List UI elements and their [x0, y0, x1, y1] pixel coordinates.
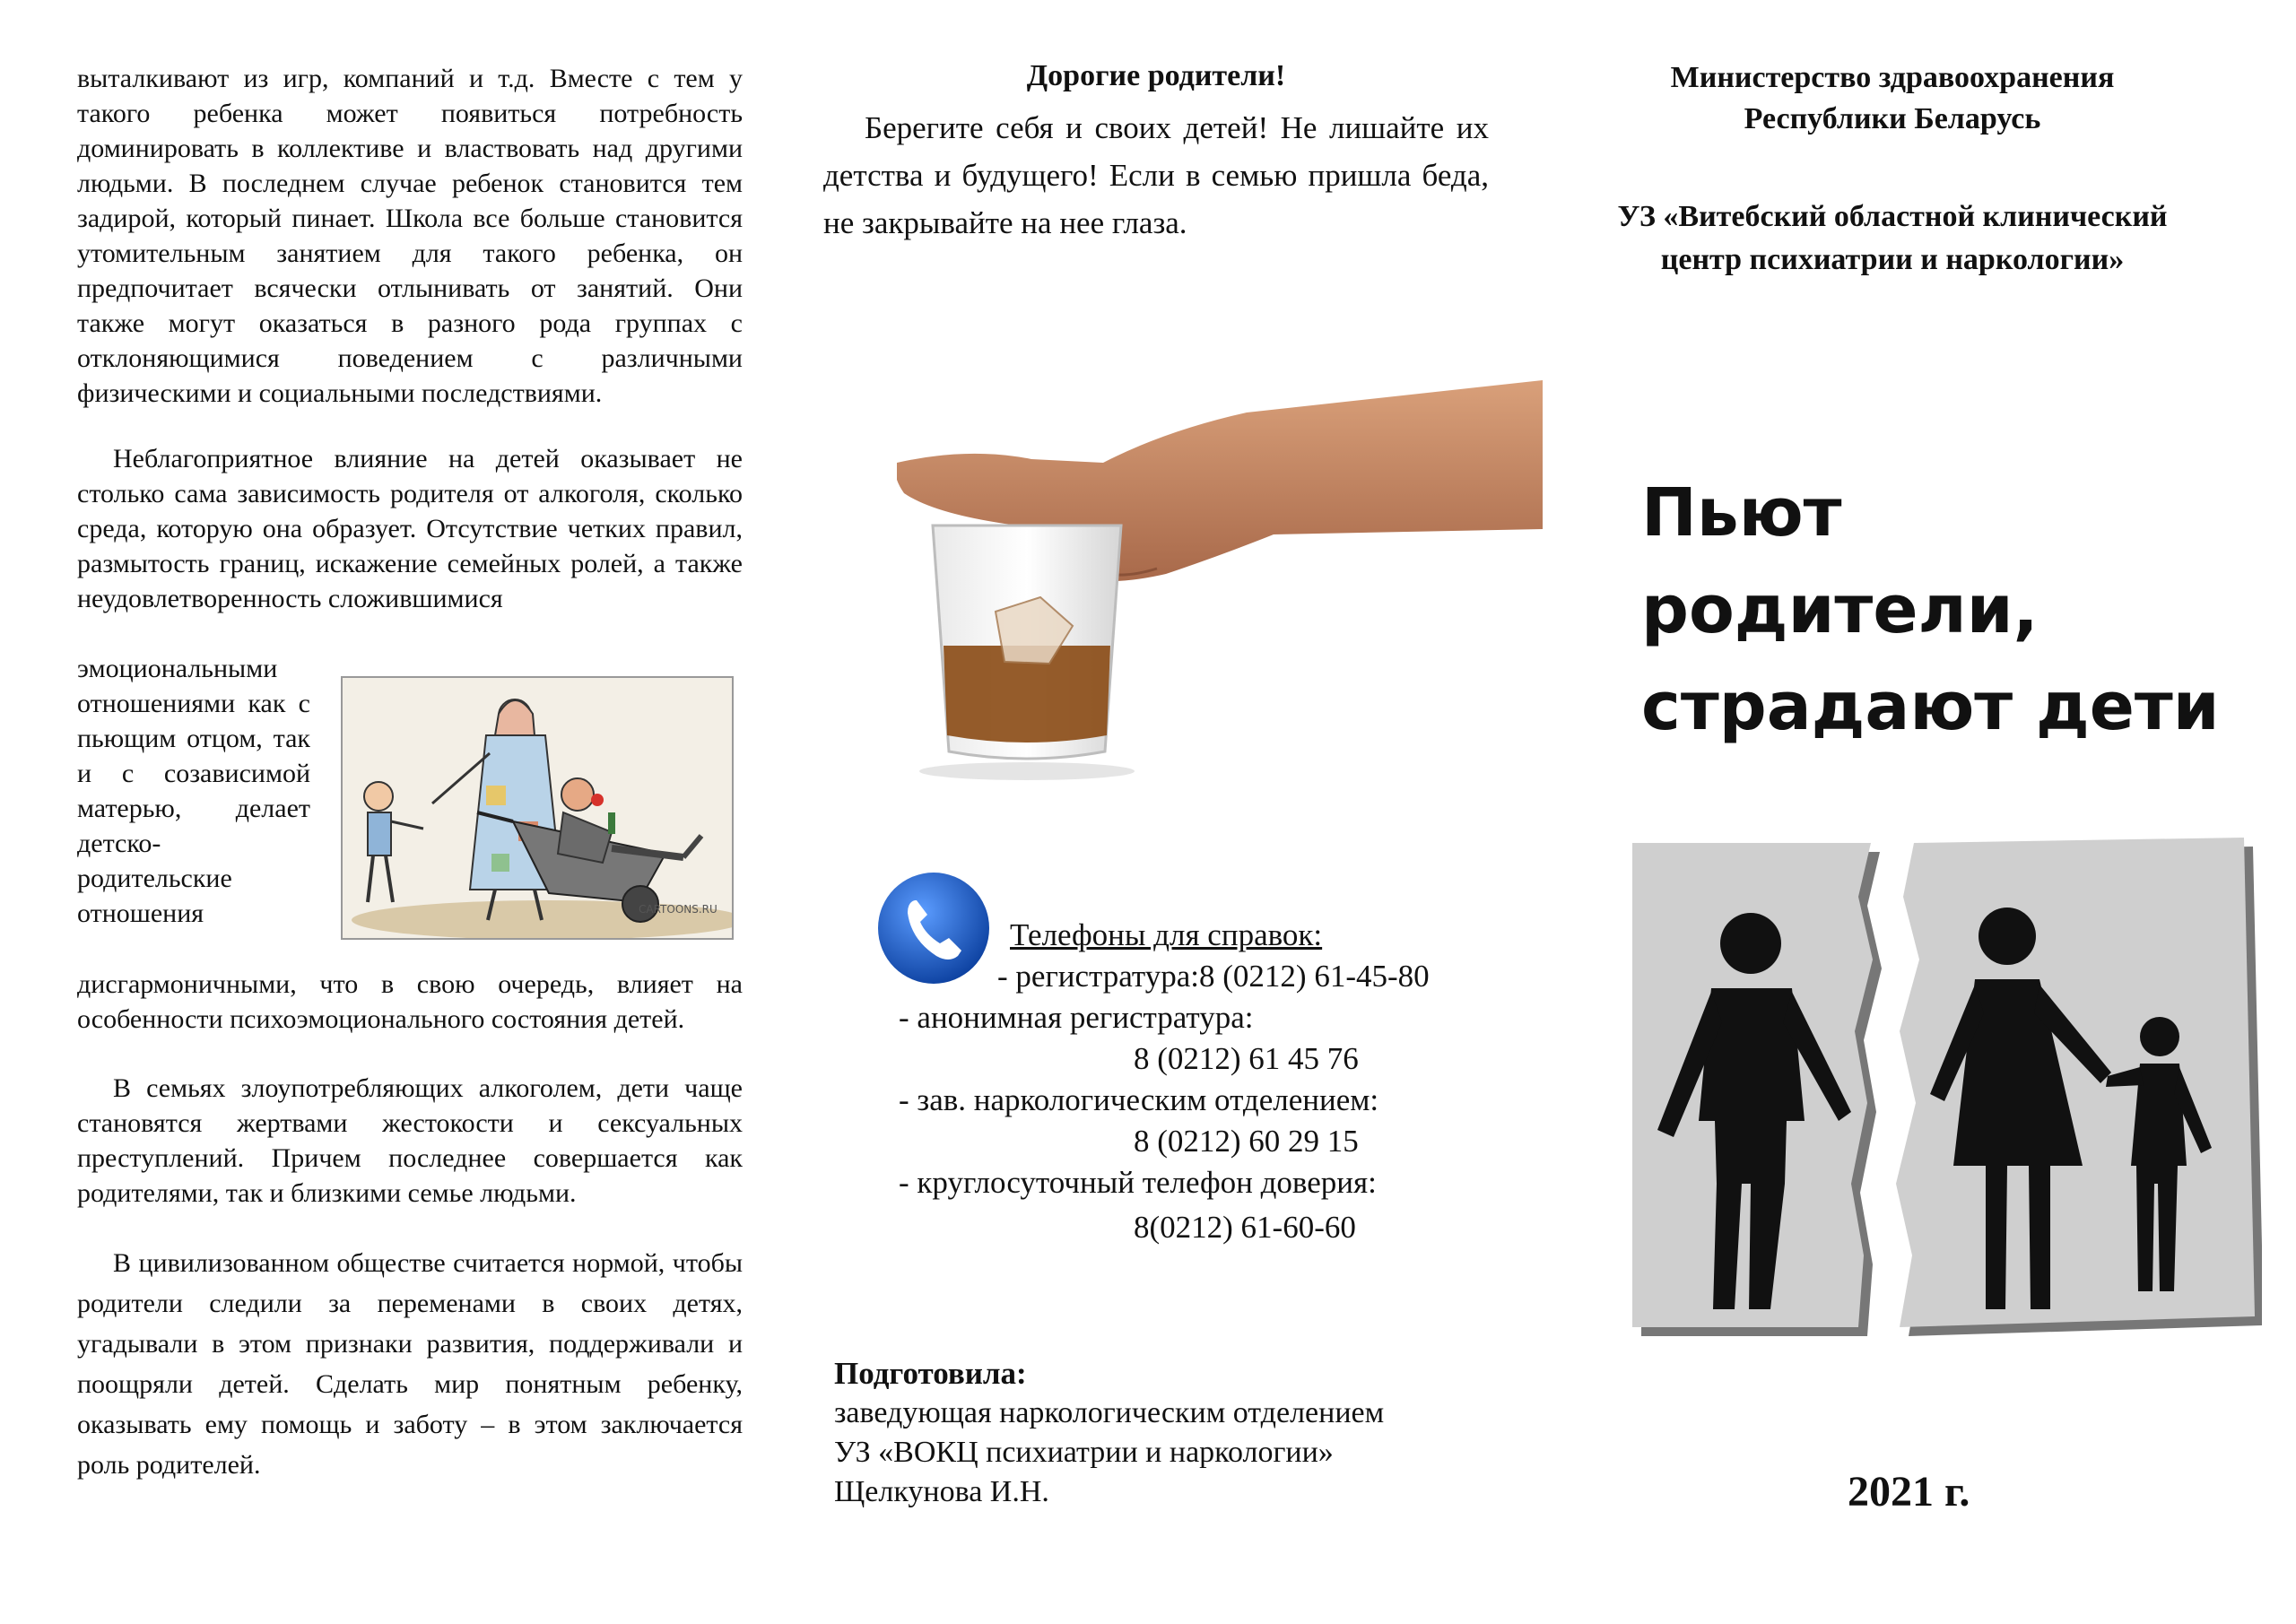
prepared-by-block: [834, 1354, 1480, 1512]
middle-column: [823, 0, 1489, 1624]
phone-head-label: - зав. наркологическим отделением:: [899, 1082, 1379, 1117]
paragraph-children-behavior: выталкивают из игр, компаний и т.д. Вместе с тем у такого ребенка может появиться потребность доминировать в коллективе и властвовать над другими людьми. В последнем случае ребенок становится тем задирой, который пинает. Школа все больше становится утомительным занятием для такого ребенка, он предпочитает всячески отлынивать от занятий. Они также могут оказаться в разного рода группах с отклоняющимися поведением с различными физическими и социальными последствиями.: [77, 64, 743, 408]
year-label: 2021 г.: [1848, 1468, 1970, 1515]
phone-icon: [875, 870, 992, 986]
cartoon-image: [341, 676, 734, 940]
title-line-2: страдают дети: [1641, 668, 2220, 745]
institution-name: [1578, 195, 2206, 282]
prepared-by-institution: УЗ «ВОКЦ психиатрии и наркологии»: [834, 1436, 1334, 1469]
broken-family-illustration: [1616, 825, 2262, 1345]
phone-trust-label: - круглосуточный телефон доверия:: [899, 1165, 1377, 1200]
cartoon-watermark: CARTOONS.RU: [639, 903, 718, 916]
paragraph-civilized: В цивилизованном обществе считается нормой, чтобы родители следили за переменами в своих детях, угадывали в этом признаки развития, поддерживали и поощряли детей. Сделать мир понятным ребенку, оказывать ему помощь и заботу – в этом заключается роль родителей.: [77, 1248, 743, 1480]
phone-anon-number: 8 (0212) 61 45 76: [1134, 1041, 1359, 1076]
paragraph-influence-tail: дисгармоничными, что в свою очередь, влияет на особенности психоэмоционального состояния детей.: [77, 969, 743, 1034]
paragraph-influence-start: Неблагоприятное влияние на детей оказывает не столько сама зависимость родителя от алкоголя, сколько среда, которую она образует. Отсутствие четких правил, размытость границ, искажение семейных ролей, а также неудовлетворенность сложившимися: [77, 444, 743, 613]
institution-line-2: центр психиатрии и наркологии»: [1660, 243, 2125, 276]
phone-anon-label: - анонимная регистратура:: [899, 1000, 1254, 1035]
hand-over-glass-image: [897, 377, 1543, 789]
ministry-line-1: Министерство здравоохранения: [1670, 61, 2115, 94]
prepared-by-name: Щелкунова И.Н.: [834, 1475, 1049, 1508]
right-column: [1578, 0, 2260, 1624]
parents-appeal: Берегите себя и своих детей! Не лишайте их детства и будущего! Если в семью пришла беда, не закрывайте на нее глаза.: [823, 110, 1489, 240]
hand-glass-illustration: [897, 377, 1543, 789]
left-column: [77, 0, 743, 1624]
prepared-by-position: заведующая наркологическим отделением: [834, 1396, 1385, 1429]
prepared-by-title: Подготовила:: [834, 1356, 1027, 1391]
cartoon-illustration: [343, 678, 732, 938]
paragraph-abuse: В семьях злоупотребляющих алкоголем, дети чаще становятся жертвами жестокости и сексуальных преступлений. Причем последнее совершается как родителями, так и близкими семье людьми.: [77, 1073, 743, 1208]
phone-head-number: 8 (0212) 60 29 15: [1134, 1124, 1359, 1159]
ministry-name: [1578, 57, 2206, 140]
paragraph-influence-wrap: эмоциональными отношениями как с пьющим отцом, так и с созависимой матерью, делает детско-родительские отношения: [77, 654, 310, 928]
phone-registry: - регистратура:8 (0212) 61-45-80: [997, 959, 1430, 994]
institution-line-1: УЗ «Витебский областной клинический: [1617, 200, 2168, 233]
ministry-line-2: Республики Беларусь: [1744, 102, 2041, 135]
phone-trust-number: 8(0212) 61-60-60: [1134, 1210, 1356, 1245]
dear-parents-heading: Дорогие родители!: [1026, 59, 1286, 92]
broken-family-image: [1616, 825, 2262, 1345]
title-line-1: Пьют родители,: [1641, 474, 2039, 648]
brochure-title: [1641, 465, 2260, 755]
phones-title: Телефоны для справок:: [1010, 917, 1323, 952]
